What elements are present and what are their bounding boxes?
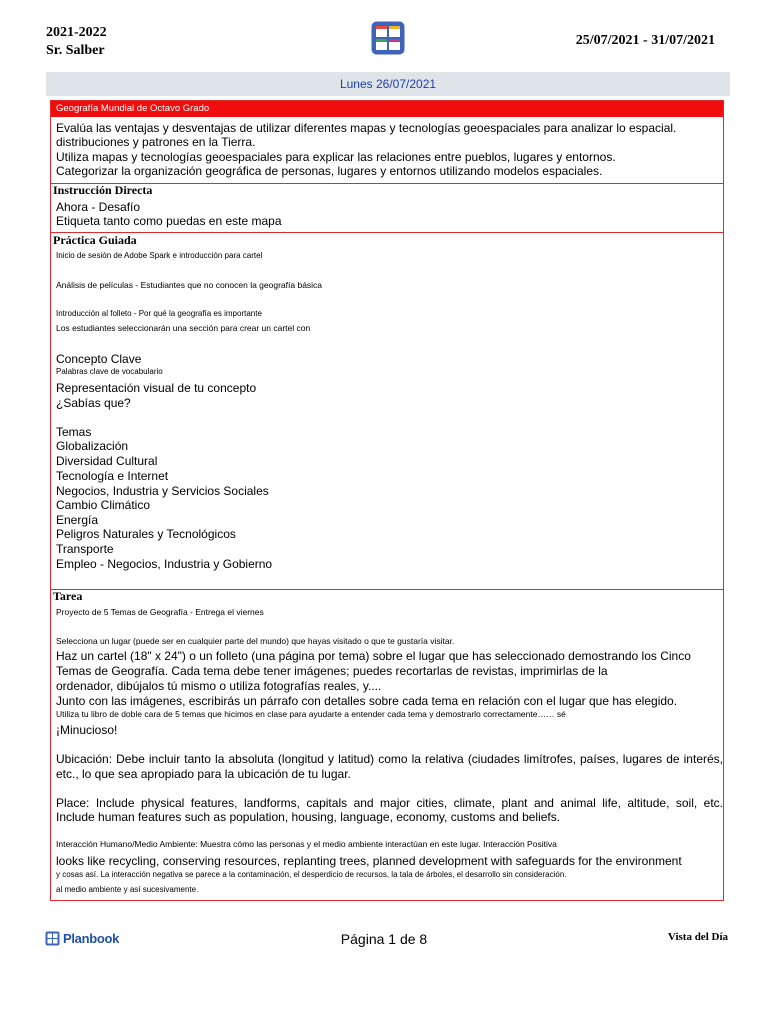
section-divider bbox=[51, 232, 723, 233]
homework-line: Interacción Humano/Medio Ambiente: Muestra cómo las personas y el medio ambiente interactúan en este lugar. Interacción Positiva bbox=[56, 839, 557, 849]
header-info bbox=[46, 24, 107, 60]
homework-line: Haz un cartel (18" x 24") o un folleto (una página por tema) sobre el lugar que has seleccionado demostrando los Cinco bbox=[56, 649, 691, 663]
standard-line: Categorizar la organización geográfica de personas, lugares y entornos utilizando modelos espaciales. bbox=[56, 164, 603, 178]
homework-line: Selecciona un lugar (puede ser en cualquier parte del mundo) que hayas visitado o que te gustaría visitar. bbox=[56, 636, 455, 646]
theme-item: Tecnología e Internet bbox=[56, 469, 169, 483]
theme-item: Temas bbox=[56, 425, 92, 439]
guided-line: Palabras clave de vocabulario bbox=[56, 367, 163, 376]
theme-item: Diversidad Cultural bbox=[56, 454, 158, 468]
homework-line: ordenador, dibújalos tú mismo o utiliza fotografías reales, y.... bbox=[56, 679, 382, 693]
guided-practice-heading: Práctica Guiada bbox=[53, 233, 137, 247]
page-number: Página 1 de 8 bbox=[340, 931, 428, 947]
homework-line: y cosas así. La interacción negativa se parece a la contaminación, el desperdicio de recursos, la tala de árboles, el desarrollo sin consideración. bbox=[56, 870, 567, 879]
guided-line: Representación visual de tu concepto bbox=[56, 381, 257, 395]
homework-line: Proyecto de 5 Temas de Geografía - Entrega el viernes bbox=[56, 607, 264, 617]
course-title: Geografía Mundial de Octavo Grado bbox=[51, 101, 723, 117]
theme-item: Globalización bbox=[56, 439, 129, 453]
planbook-logo-icon bbox=[371, 21, 405, 55]
brand-name: Planbook bbox=[63, 930, 120, 946]
standard-line: Evalúa las ventajas y desventajas de utilizar diferentes mapas y tecnologías geoespaciales para analizar lo espacial. bbox=[56, 121, 677, 135]
direct-line: Etiqueta tanto como puedas en este mapa bbox=[56, 214, 282, 228]
theme-item: Energía bbox=[56, 513, 99, 527]
guided-line: Análisis de películas - Estudiantes que no conocen la geografía básica bbox=[56, 280, 323, 290]
guided-line: Introducción al folleto - Por qué la geografía es importante bbox=[56, 309, 262, 318]
theme-item: Negocios, Industria y Servicios Sociales bbox=[56, 484, 269, 498]
homework-line: Temas de Geografía. Cada tema debe tener imágenes; puedes recortarlas de revistas, imprimirlas de la bbox=[56, 664, 608, 678]
guided-line: Los estudiantes seleccionarán una sección para crear un cartel con bbox=[56, 323, 311, 333]
section-divider bbox=[51, 589, 723, 590]
guided-line: Inicio de sesión de Adobe Spark e introducción para cartel bbox=[56, 251, 263, 260]
standard-line: distribuciones y patrones en la Tierra. bbox=[56, 135, 256, 149]
view-label: Vista del Día bbox=[667, 931, 728, 943]
theme-item: Peligros Naturales y Tecnológicos bbox=[56, 527, 236, 541]
teacher-name: Sr. Salber bbox=[46, 43, 105, 58]
week-date-range: 25/07/2021 - 31/07/2021 bbox=[575, 33, 715, 48]
homework-line: Include human features such as population, housing, language, economy, customs and beliefs. bbox=[56, 810, 561, 824]
homework-line: Ubicación: Debe incluir tanto la absoluta (longitud y latitud) como la relativa (ciudades limítrofes, países, lugares de interés, bbox=[56, 752, 723, 766]
direct-instruction-heading: Instrucción Directa bbox=[53, 183, 153, 197]
lesson-plan-box bbox=[50, 100, 724, 901]
school-year: 2021-2022 bbox=[46, 25, 107, 40]
homework-line: ¡Minucioso! bbox=[56, 723, 118, 737]
homework-line: Utiliza tu libro de doble cara de 5 temas que hicimos en clase para ayudarte a entender cada tema y demostrarlo correctamente…… sé bbox=[56, 709, 566, 719]
homework-line: al medio ambiente y así sucesivamente. bbox=[56, 885, 199, 894]
guided-line: ¿Sabías que? bbox=[56, 396, 131, 410]
theme-item: Empleo - Negocios, Industria y Gobierno bbox=[56, 557, 273, 571]
standard-line: Utiliza mapas y tecnologías geoespaciales para explicar las relaciones entre pueblos, lugares y entornos. bbox=[56, 150, 616, 164]
theme-item: Transporte bbox=[56, 542, 114, 556]
direct-line: Ahora - Desafío bbox=[56, 200, 141, 214]
homework-line: etc., lo que sea apropiado para la ubicación de tu lugar. bbox=[56, 767, 351, 781]
homework-line: looks like recycling, conserving resources, replanting trees, planned development with safeguards for the environment bbox=[56, 854, 682, 868]
guided-line: Concepto Clave bbox=[56, 352, 142, 366]
theme-item: Cambio Climático bbox=[56, 498, 151, 512]
homework-line: Junto con las imágenes, escribirás un párrafo con detalles sobre cada tema en relación con el lugar que has elegido. bbox=[56, 694, 678, 708]
day-header: Lunes 26/07/2021 bbox=[46, 72, 730, 96]
homework-heading: Tarea bbox=[53, 589, 83, 603]
homework-line: Place: Include physical features, landforms, capitals and major cities, climate, plant and animal life, altitude, soil, etc. bbox=[56, 796, 723, 810]
